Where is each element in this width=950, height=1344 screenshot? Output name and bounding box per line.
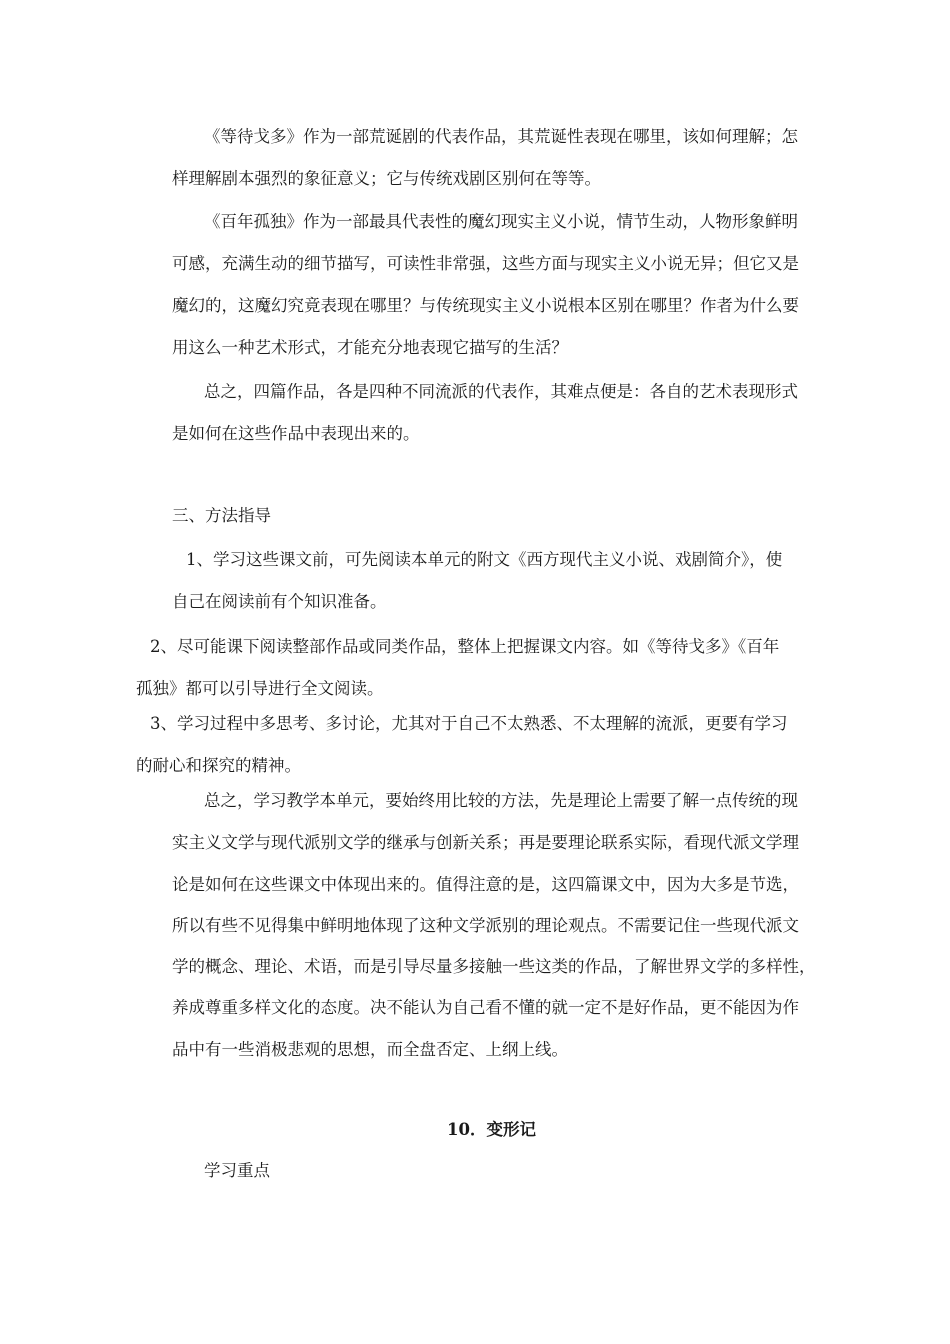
method-item-3-line-2: 的耐心和探究的精神。 <box>136 756 301 775</box>
paragraph-conclusion-line-2: 实主义文学与现代派别文学的继承与创新关系；再是要理论联系实际，看现代派文学理 <box>172 833 799 852</box>
paragraph-conclusion-line-1: 总之，学习教学本单元，要始终用比较的方法，先是理论上需要了解一点传统的现 <box>204 791 798 810</box>
paragraph-conclusion-line-4: 所以有些不见得集中鲜明地体现了这种文学派别的理论观点。不需要记住一些现代派文 <box>172 916 799 935</box>
paragraph-conclusion-line-6: 养成尊重多样文化的态度。决不能认为自己看不懂的就一定不是好作品，更不能因为作 <box>172 998 799 1017</box>
method-item-1-line-1: 1、学习这些课文前，可先阅读本单元的附文《西方现代主义小说、戏剧简介》，使 <box>186 550 783 569</box>
paragraph-dengdai-line-1: 《等待戈多》作为一部荒诞剧的代表作品，其荒诞性表现在哪里，该如何理解；怎 <box>204 127 798 146</box>
section-title-method: 三、方法指导 <box>172 506 271 525</box>
method-item-1-line-2: 自己在阅读前有个知识准备。 <box>172 592 387 611</box>
paragraph-bainian-line-4: 用这么一种艺术形式，才能充分地表现它描写的生活？ <box>172 338 568 357</box>
paragraph-bainian-line-3: 魔幻的，这魔幻究竟表现在哪里？与传统现实主义小说根本区别在哪里？作者为什么要 <box>172 296 799 315</box>
paragraph-dengdai-line-2: 样理解剧本强烈的象征意义；它与传统戏剧区别何在等等。 <box>172 169 601 188</box>
method-item-3-line-1: 3、学习过程中多思考、多讨论，尤其对于自己不太熟悉、不太理解的流派，更要有学习 <box>150 714 788 733</box>
paragraph-conclusion-line-5: 学的概念、理论、术语，而是引导尽量多接触一些这类的作品，了解世界文学的多样性， <box>172 957 816 976</box>
paragraph-conclusion-line-7: 品中有一些消极悲观的思想，而全盘否定、上纲上线。 <box>172 1040 568 1059</box>
paragraph-bainian-line-1: 《百年孤独》作为一部最具代表性的魔幻现实主义小说，情节生动，人物形象鲜明 <box>204 212 798 231</box>
method-item-2-line-1: 2、尽可能课下阅读整部作品或同类作品，整体上把握课文内容。如《等待戈多》《百年 <box>150 637 780 656</box>
paragraph-conclusion-line-3: 论是如何在这些课文中体现出来的。值得注意的是，这四篇课文中，因为大多是节选， <box>172 875 799 894</box>
lesson-subheading: 学习重点 <box>204 1161 270 1180</box>
paragraph-summary-works-line-1: 总之，四篇作品，各是四种不同流派的代表作，其难点便是：各自的艺术表现形式 <box>204 382 798 401</box>
paragraph-summary-works-line-2: 是如何在这些作品中表现出来的。 <box>172 424 420 443</box>
lesson-title: 10．变形记 <box>447 1120 536 1139</box>
paragraph-bainian-line-2: 可感，充满生动的细节描写，可读性非常强，这些方面与现实主义小说无异；但它又是 <box>172 254 799 273</box>
method-item-2-line-2: 孤独》都可以引导进行全文阅读。 <box>136 679 384 698</box>
